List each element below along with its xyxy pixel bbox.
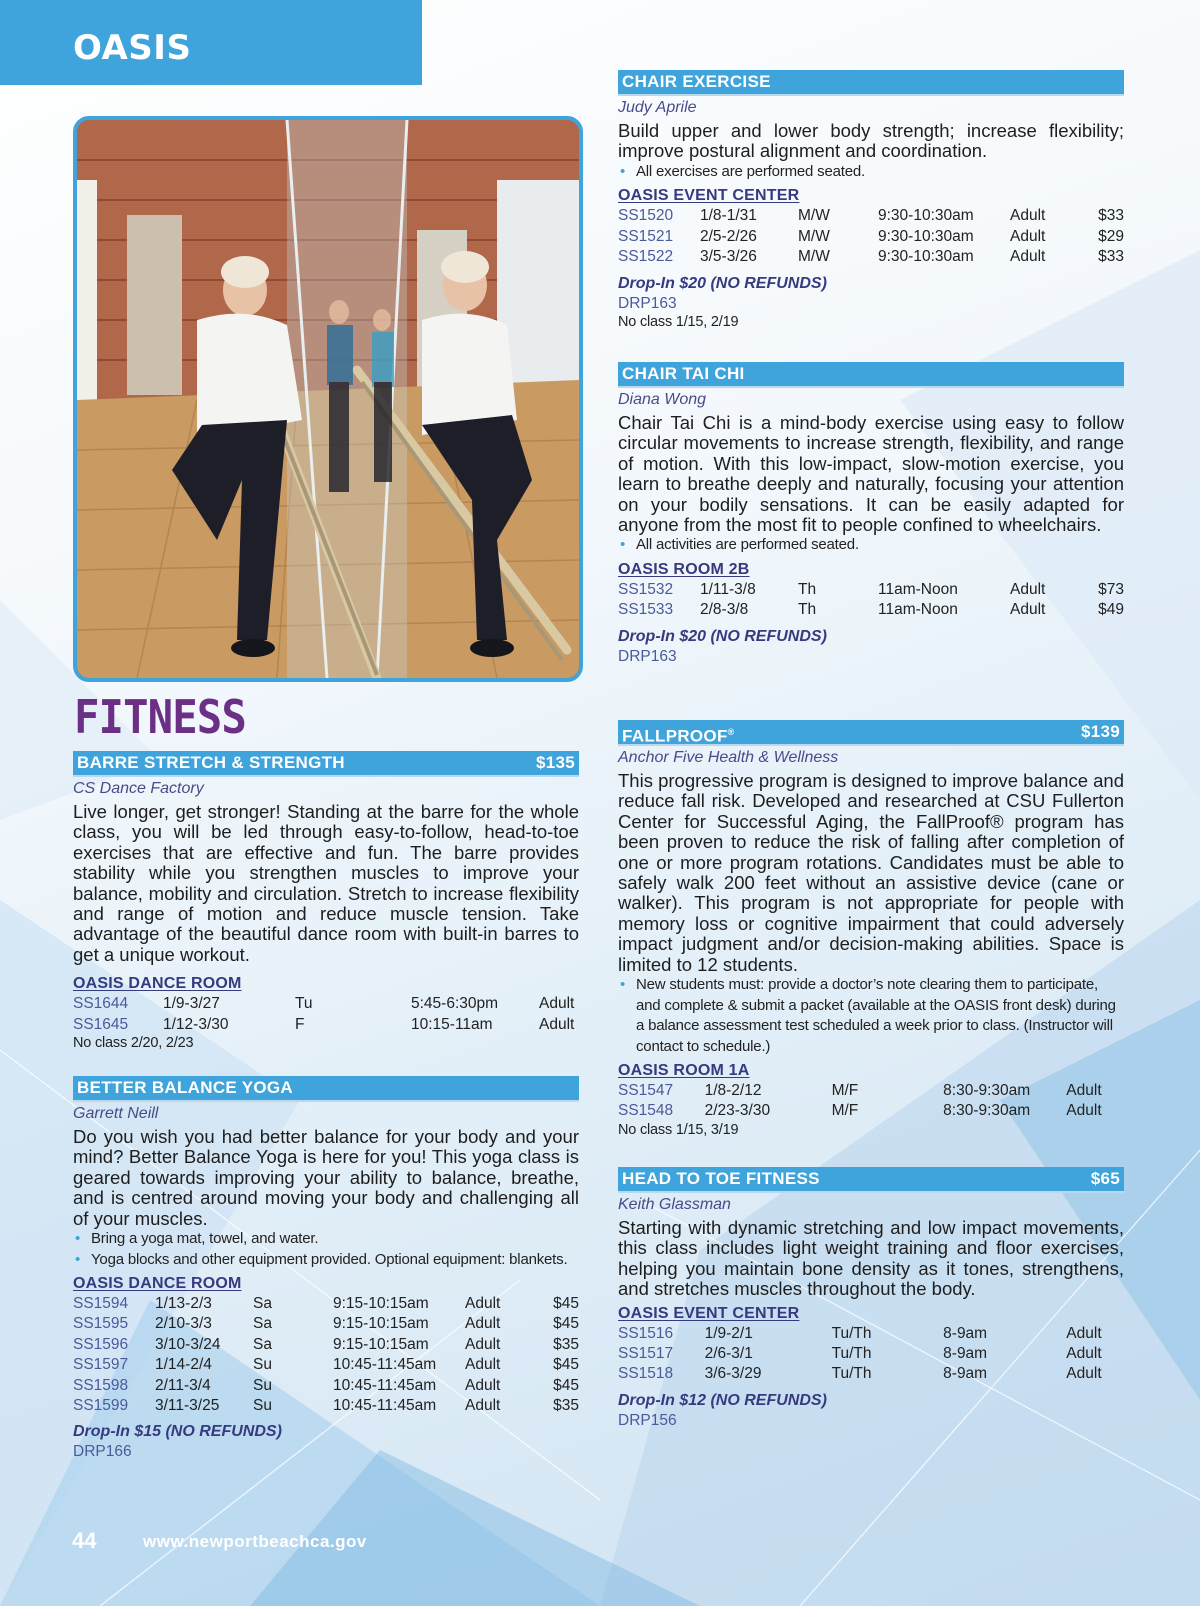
schedule-row xyxy=(73,994,579,1014)
class-title-bar xyxy=(618,362,1124,386)
instructor: CS Dance Factory xyxy=(73,780,204,797)
drop-in-code: DRP156 xyxy=(618,1411,677,1429)
dates: 2/10-3/3 xyxy=(155,1315,212,1333)
schedule-table xyxy=(618,580,1124,621)
age-group: Adult xyxy=(1010,580,1046,598)
course-code: SS1533 xyxy=(618,601,674,619)
bullet-item: • Bring a yoga mat, towel, and water. xyxy=(73,1229,579,1250)
section-barre-stretch xyxy=(73,751,579,1051)
dates: 2/11-3/4 xyxy=(155,1376,211,1394)
course-code: SS1596 xyxy=(73,1335,129,1353)
time: 9:30-10:30am xyxy=(878,227,974,245)
course-code: SS1517 xyxy=(618,1345,674,1363)
dates: 2/6-3/1 xyxy=(704,1345,753,1363)
course-code: SS1520 xyxy=(618,207,674,225)
days: Sa xyxy=(253,1315,272,1333)
schedule-row xyxy=(618,206,1124,226)
class-title: BETTER BALANCE YOGA xyxy=(77,1078,294,1097)
fee: $73 xyxy=(1098,580,1124,598)
bullet-item: • All activities are performed seated. xyxy=(618,535,1124,556)
age-group: Adult xyxy=(1066,1082,1102,1100)
class-description: Live longer, get stronger! Standing at the barre for the whole class, you will be led through easy-to-follow, head-to-toe exercises that are effective and fun. The barre provides stability while you strengthen muscles to improve your balance, mobility and circulation. Stretch to increase flexibility and range of motion and reduce muscle tension. Take advantage of the beautiful dance room with built-in barres to get a unique workout. xyxy=(73,801,579,965)
page-number: 44 xyxy=(72,1528,97,1553)
time: 8-9am xyxy=(943,1324,988,1342)
class-description: Do you wish you had better balance for your body and your mind? Better Balance Yoga is here for you! This yoga class is geared towards improving your ability to balance, breathe, and is centred around moving your body and challenging all of your muscles. xyxy=(73,1126,579,1229)
course-code: SS1547 xyxy=(618,1082,674,1100)
time: 9:15-10:15am xyxy=(333,1295,429,1313)
days: F xyxy=(295,1015,305,1033)
location: OASIS ROOM 1A xyxy=(618,1062,750,1080)
dates: 1/9-3/27 xyxy=(163,995,220,1013)
dates: 1/14-2/4 xyxy=(155,1356,212,1374)
days: Tu xyxy=(295,995,313,1013)
days: M/F xyxy=(831,1082,859,1100)
section-head-to-toe xyxy=(618,1167,1124,1431)
dates: 3/10-3/24 xyxy=(155,1335,221,1353)
schedule-table xyxy=(618,206,1124,267)
time: 9:30-10:30am xyxy=(878,248,974,266)
class-description: Starting with dynamic stretching and low impact movements, this class includes light weight training and floor exercises, helping you maintain bone density as it tones, strengthens, and stretches muscles throughout the body. xyxy=(618,1217,1124,1300)
class-price: $135 xyxy=(535,753,575,772)
schedule-table xyxy=(618,1324,1124,1385)
age-group: Adult xyxy=(1010,248,1046,266)
age-group: Adult xyxy=(465,1315,501,1333)
fee: $45 xyxy=(553,1376,579,1394)
course-code: SS1595 xyxy=(73,1315,129,1333)
schedule-row xyxy=(618,247,1124,267)
fee: $35 xyxy=(553,1335,579,1353)
drop-in-info: Drop-In $15 (NO REFUNDS) xyxy=(73,1423,282,1441)
dates: 3/11-3/25 xyxy=(155,1397,220,1415)
days: Tu/Th xyxy=(831,1365,872,1383)
course-code: SS1548 xyxy=(618,1102,674,1120)
age-group: Adult xyxy=(465,1295,501,1313)
course-code: SS1594 xyxy=(73,1295,129,1313)
class-price: $139 xyxy=(1080,722,1120,741)
time: 11am-Noon xyxy=(878,580,958,598)
course-code: SS1521 xyxy=(618,227,674,245)
class-description: This progressive program is designed to improve balance and reduce fall risk. Developed and researched at CSU Fullerton Center for Successful Aging, the FallProof® program has been proven to reduce the risk of falling after completion of one or more program rotations. Candidates must be able to safely walk 200 feet without an assistive device (cane or walker). This program is not appropriate for people with memory loss or cognitive impairment that could adversely impact judgment and/or decision-making abilities. Space is limited to 12 students. xyxy=(618,770,1124,975)
age-group: Adult xyxy=(1066,1102,1102,1120)
footer-url[interactable]: www.newportbeachca.gov xyxy=(143,1532,367,1551)
drop-in-info: Drop-In $12 (NO REFUNDS) xyxy=(618,1391,827,1409)
schedule-row xyxy=(618,1344,1124,1364)
class-title-bar xyxy=(73,751,579,775)
schedule-row xyxy=(73,1015,579,1035)
schedule-table xyxy=(618,1081,1124,1122)
age-group: Adult xyxy=(1066,1345,1102,1363)
location: OASIS EVENT CENTER xyxy=(618,1304,800,1322)
class-title: CHAIR EXERCISE xyxy=(622,72,771,91)
dates: 1/9-2/1 xyxy=(704,1324,753,1342)
fee: $29 xyxy=(1098,227,1124,245)
bullet-item: • Yoga blocks and other equipment provided. Optional equipment: blankets. xyxy=(73,1250,579,1271)
class-title: BARRE STRETCH & STRENGTH xyxy=(77,753,345,772)
schedule-row xyxy=(618,580,1124,600)
time: 8:30-9:30am xyxy=(943,1082,1031,1100)
instructor: Garrett Neill xyxy=(73,1105,159,1122)
age-group: Adult xyxy=(1066,1365,1102,1383)
days: Th xyxy=(798,601,817,619)
time: 8-9am xyxy=(943,1345,988,1363)
location: OASIS ROOM 2B xyxy=(618,560,750,578)
schedule-row xyxy=(618,600,1124,620)
days: M/F xyxy=(831,1102,859,1120)
schedule-row xyxy=(618,1101,1124,1121)
age-group: Adult xyxy=(1066,1324,1102,1342)
age-group: Adult xyxy=(1010,207,1046,225)
schedule-row xyxy=(73,1314,579,1334)
days: Sa xyxy=(253,1295,272,1313)
bullet-item: • All exercises are performed seated. xyxy=(618,162,1124,183)
bullet-item: • New students must: provide a doctor’s note clearing them to participate, and complete & submit a packet (available at the OASIS front desk) during a balance assessment test scheduled a week prior to class. (Instructor will contact to schedule.) xyxy=(618,975,1124,1057)
dates: 2/8-3/8 xyxy=(700,601,749,619)
schedule-row xyxy=(618,1324,1124,1344)
no-class-note: No class 1/15, 3/19 xyxy=(618,1121,739,1138)
schedule-row xyxy=(73,1335,579,1355)
course-code: SS1522 xyxy=(618,248,674,266)
schedule-row xyxy=(73,1376,579,1396)
dates: 3/5-3/26 xyxy=(700,248,757,266)
class-title-bar xyxy=(618,720,1124,744)
instructor: Judy Aprile xyxy=(618,99,697,116)
dates: 3/6-3/29 xyxy=(704,1365,762,1383)
age-group: Adult xyxy=(539,995,575,1013)
schedule-row xyxy=(73,1294,579,1314)
course-code: SS1644 xyxy=(73,995,129,1013)
fee: $45 xyxy=(553,1295,579,1313)
days: Su xyxy=(253,1376,272,1394)
time: 5:45-6:30pm xyxy=(411,995,499,1013)
dates: 1/11-3/8 xyxy=(700,580,756,598)
days: M/W xyxy=(798,227,830,245)
time: 8-9am xyxy=(943,1365,988,1383)
class-description: Build upper and lower body strength; increase flexibility; improve postural alignment and coordination. xyxy=(618,120,1124,162)
fee: $45 xyxy=(553,1356,579,1374)
section-better-balance-yoga xyxy=(73,1076,579,1462)
schedule-row xyxy=(618,1364,1124,1384)
days: Tu/Th xyxy=(831,1324,872,1342)
age-group: Adult xyxy=(465,1376,501,1394)
no-class-note: No class 2/20, 2/23 xyxy=(73,1035,194,1052)
days: Sa xyxy=(253,1335,272,1353)
course-code: SS1532 xyxy=(618,580,674,598)
drop-in-info: Drop-In $20 (NO REFUNDS) xyxy=(618,274,827,292)
fee: $33 xyxy=(1098,248,1124,266)
location: OASIS DANCE ROOM xyxy=(73,975,242,993)
registered-mark: ® xyxy=(727,727,735,737)
time: 8:30-9:30am xyxy=(943,1102,1031,1120)
course-code: SS1599 xyxy=(73,1397,129,1415)
schedule-table xyxy=(73,1294,579,1416)
time: 9:15-10:15am xyxy=(333,1335,429,1353)
days: Su xyxy=(253,1397,272,1415)
instructor: Keith Glassman xyxy=(618,1196,731,1213)
schedule-row xyxy=(73,1355,579,1375)
age-group: Adult xyxy=(465,1335,501,1353)
fee: $45 xyxy=(553,1315,579,1333)
instructor: Anchor Five Health & Wellness xyxy=(618,749,839,766)
dates: 1/8-1/31 xyxy=(700,207,757,225)
age-group: Adult xyxy=(465,1356,501,1374)
location: OASIS DANCE ROOM xyxy=(73,1275,242,1293)
schedule-row xyxy=(618,227,1124,247)
section-fallproof xyxy=(618,720,1124,1138)
dates: 2/23-3/30 xyxy=(704,1102,771,1120)
section-chair-exercise xyxy=(618,70,1124,330)
days: Su xyxy=(253,1356,272,1374)
days: Tu/Th xyxy=(831,1345,872,1363)
instructor: Diana Wong xyxy=(618,391,707,408)
location: OASIS EVENT CENTER xyxy=(618,187,800,205)
drop-in-code: DRP166 xyxy=(73,1443,132,1461)
fee: $35 xyxy=(553,1397,579,1415)
class-title-bar xyxy=(73,1076,579,1100)
time: 10:45-11:45am xyxy=(333,1356,437,1374)
class-title: FALLPROOF xyxy=(622,726,728,746)
time: 11am-Noon xyxy=(878,601,958,619)
drop-in-code: DRP163 xyxy=(618,647,677,665)
class-price: $65 xyxy=(1090,1169,1120,1188)
course-code: SS1645 xyxy=(73,1015,129,1033)
schedule-row xyxy=(73,1396,579,1416)
dates: 1/8-2/12 xyxy=(704,1082,762,1100)
section-brand: OASIS xyxy=(73,28,192,68)
class-title-bar xyxy=(618,1167,1124,1191)
no-class-note: No class 1/15, 2/19 xyxy=(618,313,739,330)
dates: 2/5-2/26 xyxy=(700,227,757,245)
drop-in-code: DRP163 xyxy=(618,294,677,312)
days: Th xyxy=(798,580,817,598)
fee: $33 xyxy=(1098,207,1124,225)
header-tab xyxy=(0,0,422,85)
dates: 1/13-2/3 xyxy=(155,1295,212,1313)
time: 9:30-10:30am xyxy=(878,207,974,225)
age-group: Adult xyxy=(539,1015,575,1033)
age-group: Adult xyxy=(465,1397,501,1415)
age-group: Adult xyxy=(1010,227,1046,245)
section-chair-tai-chi xyxy=(618,362,1124,667)
course-code: SS1516 xyxy=(618,1324,674,1342)
age-group: Adult xyxy=(1010,601,1046,619)
time: 9:15-10:15am xyxy=(333,1315,429,1333)
time: 10:45-11:45am xyxy=(333,1397,437,1415)
days: M/W xyxy=(798,248,830,266)
class-description: Chair Tai Chi is a mind-body exercise using easy to follow circular movements to increase strength, flexibility, and range of motion. With this low-impact, slow-motion exercise, you learn to breathe deeply and naturally, focusing your attention on your bodily sensations. It can be easily adapted for anyone from the most fit to people confined to wheelchairs. xyxy=(618,412,1124,536)
schedule-row xyxy=(618,1081,1124,1101)
class-title: HEAD TO TOE FITNESS xyxy=(622,1169,820,1188)
course-code: SS1598 xyxy=(73,1376,129,1394)
class-title-bar xyxy=(618,70,1124,94)
days: M/W xyxy=(798,207,830,225)
drop-in-info: Drop-In $20 (NO REFUNDS) xyxy=(618,627,827,645)
dates: 1/12-3/30 xyxy=(163,1015,229,1033)
fitness-heading: FITNESS xyxy=(74,690,246,744)
barre-photo-illustration xyxy=(77,120,579,678)
fee: $49 xyxy=(1098,601,1124,619)
course-code: SS1597 xyxy=(73,1356,129,1374)
class-title: CHAIR TAI CHI xyxy=(622,364,745,383)
time: 10:45-11:45am xyxy=(333,1376,437,1394)
class-photo xyxy=(73,116,583,682)
time: 10:15-11am xyxy=(411,1015,493,1033)
course-code: SS1518 xyxy=(618,1365,674,1383)
